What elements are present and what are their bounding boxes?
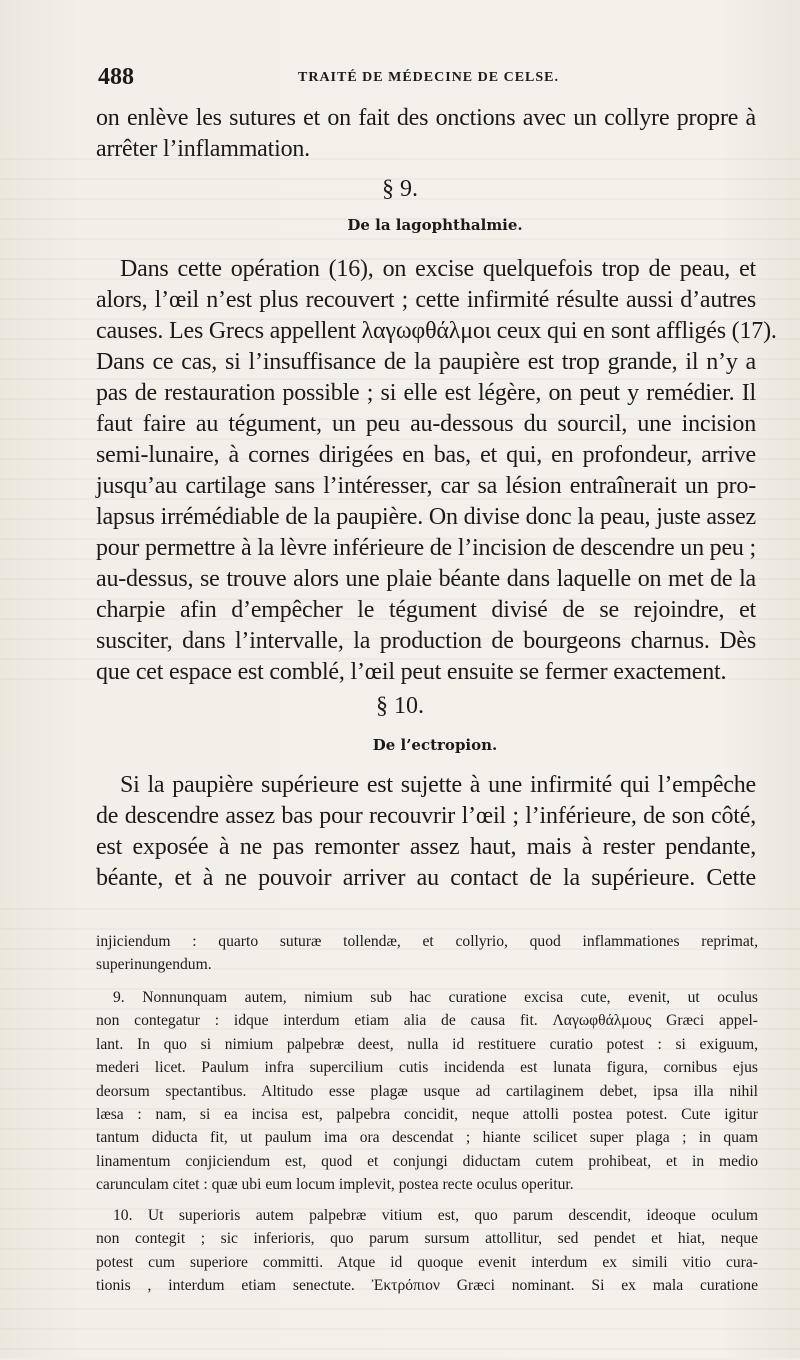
text-line: jusqu’au cartilage sans l’intéresser, car sa lésion entraînerait un pro- (96, 473, 756, 499)
text-line: charpie afin d’empêcher le tégument divisé de se rejoindre, et (96, 597, 756, 623)
note-line: carunculam citet : quæ ubi eum locum implevit, postea recte oculus operitur. (96, 1176, 574, 1194)
section-9-mark: § 9. (382, 176, 418, 202)
latin-note-continuation (96, 930, 758, 977)
text-line: pas de restauration possible ; si elle est légère, on peut y remédier. Il (96, 380, 756, 406)
section-9-title: De la lagophthalmie. (347, 216, 523, 234)
note-line: superinungendum. (96, 956, 212, 974)
page-header (98, 64, 758, 92)
opening-paragraph (96, 103, 756, 165)
text-line: lapsus irrémédiable de la paupière. On divise donc la peau, juste assez (96, 504, 756, 530)
page-number: 488 (98, 64, 134, 90)
text-line: que cet espace est comblé, l’œil peut ensuite se fermer exactement. (96, 659, 727, 685)
note-line: tantum diducta fit, ut paulum ima ora descendat ; hiante scilicet super plaga ; in quam (96, 1129, 758, 1147)
note-line: non contegatur : idque interdum etiam alia de causa fit. Λαγωφθάλμους Græci appel- (96, 1012, 758, 1030)
note-line: læsa : nam, si ea incisa est, palpebra concidit, neque attolli postea potest. Cute igitur (96, 1106, 758, 1124)
text-line: susciter, dans l’intervalle, la production de bourgeons charnus. Dès (96, 628, 756, 654)
text-line: pour permettre à la lèvre inférieure de l’incision de descendre un peu ; (96, 535, 756, 561)
note-line: injiciendum : quarto suturæ tollendæ, et collyrio, quod inflammationes reprimat, (96, 933, 758, 950)
note-line: 9. Nonnunquam autem, nimium sub hac curatione excisa cute, evenit, ut oculus (113, 989, 758, 1006)
note-line: deorsum spectantibus. Altitudo esse plagæ usque ad cartilaginem debet, ipsa illa nihil (96, 1082, 758, 1100)
text-line: on enlève les sutures et on fait des onctions avec un collyre propre à (96, 105, 756, 131)
note-line: tionis , interdum etiam senectute. Ἐκτρόπιον Græci nominant. Si ex mala curatione (96, 1277, 758, 1295)
text-line: Si la paupière supérieure est sujette à une infirmité qui l’empêche (120, 772, 756, 798)
text-line: Dans ce cas, si l’insuffisance de la paupière est trop grande, il n’y a (96, 349, 756, 375)
note-line: linamentum conjiciendum est, quod et conjungi diductam cutem prohibeat, et in medio (96, 1152, 758, 1170)
text-line: Dans cette opération (16), on excise quelquefois trop de peau, et (120, 256, 756, 282)
text-line: alors, l’œil n’est plus recouvert ; cette infirmité résulte aussi d’autres (96, 287, 756, 313)
text-line: est exposée à ne pas remonter assez haut, mais à rester pendante, (96, 834, 756, 860)
text-line: faut faire au tégument, un peu au-dessous du sourcil, une incision (96, 411, 756, 437)
running-head: TRAITÉ DE MÉDECINE DE CELSE. (298, 70, 559, 85)
section-10-paragraph (96, 770, 756, 894)
note-line: 10. Ut superioris autem palpebræ vitium est, quo parum descendit, ideoque oculum (113, 1207, 758, 1224)
note-line: mederi licet. Paulum infra supercilium cutis incidenda est lunata figura, cornibus ejus (96, 1059, 758, 1077)
text-line: béante, et à ne pouvoir arriver au contact de la supérieure. Cette (96, 865, 756, 891)
note-line: lant. In quo si nimium palpebræ deest, nulla id restituere curatio potest : si exiguum, (96, 1035, 758, 1053)
text-line: causes. Les Grecs appellent λαγωφθάλμοι ceux qui en sont affligés (17). (96, 318, 777, 344)
note-line: potest cum superiore committi. Atque id quoque evenit interdum ex simili vitio cura- (96, 1253, 758, 1271)
latin-note-9 (96, 986, 758, 1197)
note-line: non contegit ; sic inferioris, quo parum sursum attollitur, sed pendet et hiat, neque (96, 1230, 758, 1248)
text-line: au-dessus, se trouve alors une plaie béante dans laquelle on met de la (96, 566, 756, 592)
section-10-title: De l’ectropion. (372, 736, 498, 754)
section-9-paragraph (96, 254, 777, 688)
text-line: de descendre assez bas pour recouvrir l’œil ; l’inférieure, de son côté, (96, 803, 756, 829)
text-line: semi-lunaire, à cornes dirigées en bas, et qui, en profondeur, arrive (96, 442, 756, 468)
section-10-mark: § 10. (376, 693, 424, 719)
text-line: arrêter l’inflammation. (96, 136, 310, 162)
latin-note-10 (96, 1204, 758, 1298)
